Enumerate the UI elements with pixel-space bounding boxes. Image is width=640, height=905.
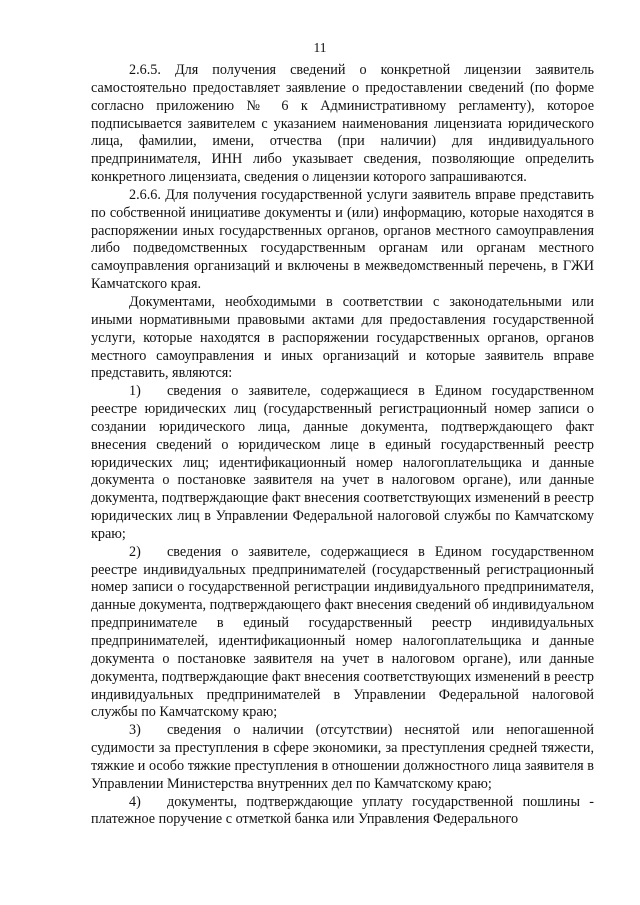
list-item-number: 1)	[129, 383, 141, 400]
list-item-number: 3)	[129, 722, 141, 739]
list-item-2	[91, 544, 594, 722]
paragraph-2-6-5: 2.6.5. Для получения сведений о конкретной лицензии заявитель самостоятельно предоставляет заявление о предоставлении сведений (по форме согласно приложению № 6 к Административному регламенту), которое подписывается заявителем с указанием наименования лицензиата юридического лица, фамилии, имени, отчества (при наличии) для индивидуального предпринимателя, ИНН либо указывает сведения, позволяющие определить конкретного лицензиата, сведения о лицензии которого запрашиваются.	[91, 62, 594, 186]
list-item-text: документы, подтверждающие уплату государственной пошлины - платежное поручение с отметкой банка или Управления Федерального	[91, 793, 594, 828]
paragraph-2-6-6: 2.6.6. Для получения государственной услуги заявитель вправе представить по собственной инициативе документы и (или) информацию, которые находятся в распоряжении иных государственных органов, органов местного самоуправления либо подведомственных государственным органам или органам местного самоуправления организаций и включены в межведомственный перечень, в ГЖИ Камчатского края.	[91, 186, 594, 293]
list-item-4	[91, 794, 594, 830]
list-item-text: сведения о заявителе, содержащиеся в Едином государственном реестре индивидуальных предпринимателей (государственный регистрационный номер записи о государственной регистрации индивидуального предпринимателя, данные документа, подтверждающего факт внесения сведений об индивидуальном предпринимателе в единый государственный реестр индивидуальных предпринимателей, идентификационный номер налогоплательщика и данные документа о постановке заявителя на учет в налоговом органе), или данные документа, подтверждающие факт внесения соответствующих изменений в реестр индивидуальных предпринимателей в Управлении Федеральной налоговой службы по Камчатскому краю;	[91, 543, 594, 721]
list-item-1	[91, 383, 594, 544]
list-item-number: 2)	[129, 543, 141, 560]
document-body	[91, 62, 594, 829]
paragraph-documents-intro: Документами, необходимыми в соответствии с законодательными или иными нормативными правовыми актами для предоставления государственной услуги, которые находятся в распоряжении государственных органов, органов местного самоуправления и иных организаций и которые заявитель вправе представить, являются:	[91, 293, 594, 382]
list-item-text: сведения о заявителе, содержащиеся в Едином государственном реестре юридических лиц (государственный регистрационный номер записи о создании юридического лица, данные документа, подтверждающего факт внесения сведений о юридическом лице в единый государственный реестр юридических лиц; идентификационный номер налогоплательщика и данные документа о постановке заявителя на учет в налоговом органе), или данные документа, подтверждающие факт внесения соответствующих изменений в реестр юридических лиц в Управлении Федеральной налоговой службы по Камчатскому краю;	[91, 383, 594, 542]
list-item-number: 4)	[129, 793, 141, 810]
list-item-text: сведения о наличии (отсутствии) неснятой или непогашенной судимости за преступления в сфере экономики, за преступления средней тяжести, тяжкие и особо тяжкие преступления в отношении должностного лица заявителя в Управлении Министерства внутренних дел по Камчатскому краю;	[91, 722, 594, 792]
list-item-3	[91, 722, 594, 793]
page-number: 11	[313, 40, 327, 55]
